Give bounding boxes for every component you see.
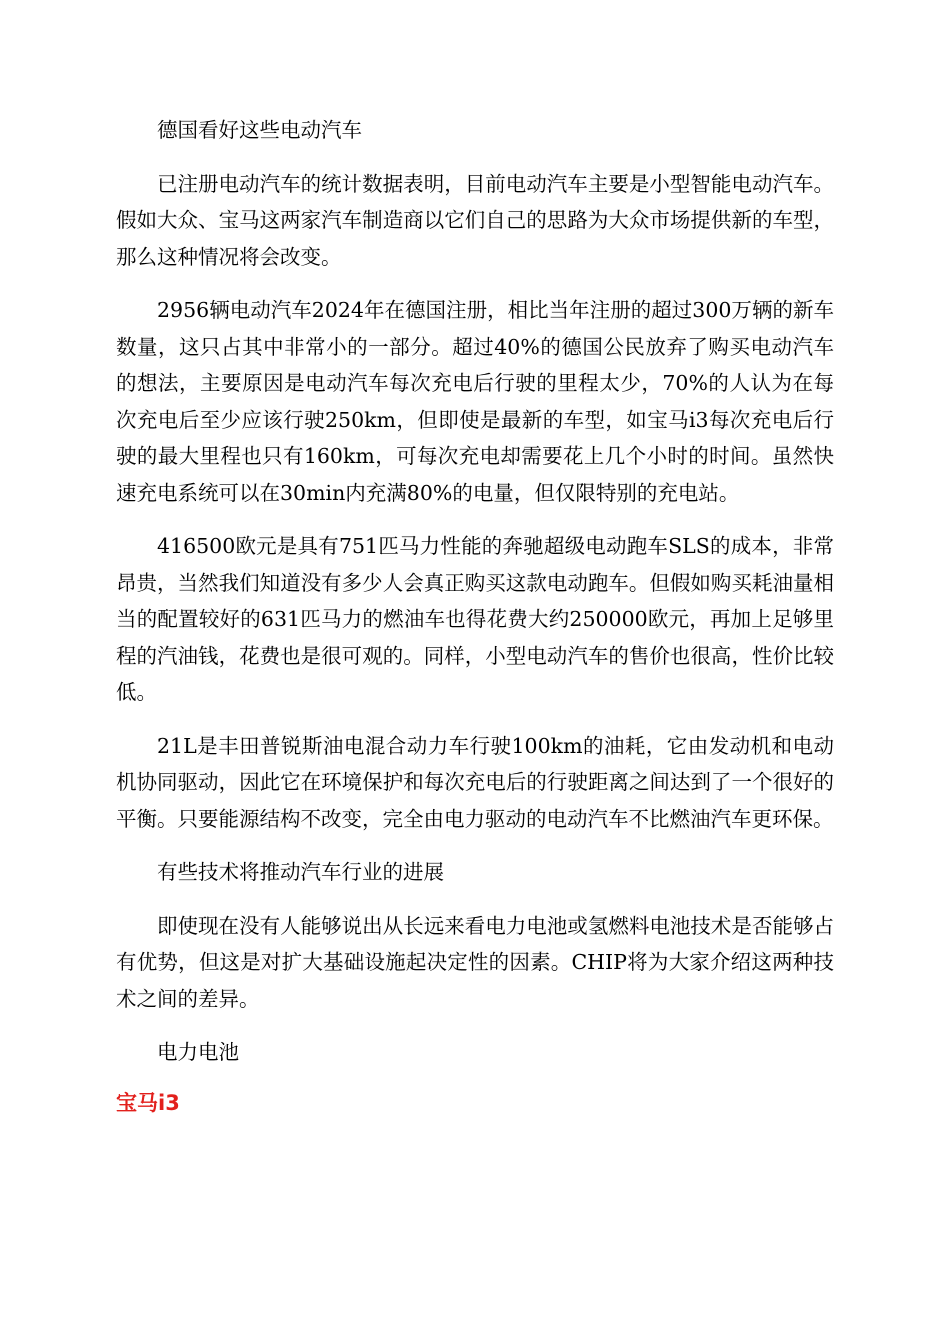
paragraph-germany-registrations: 2956辆电动汽车2024年在德国注册，相比当年注册的超过300万辆的新车数量，这只占其中非常小的一部分。超过40%的德国公民放弃了购买电动汽车的想法，主要原因是电动汽车每次充电后行驶的里程太少，70%的人认为在每次充电后至少应该行驶250km，但即使是最新的车型，如宝马i3每次充电后行驶的最大里程也只有160km，可每次充电却需要花上几个小时的时间。虽然快速充电系统可以在30min内充满80%的电量，但仅限特别的充电站。 — [116, 298, 834, 505]
paragraph-battery-vs-hydrogen: 即使现在没有人能够说出从长远来看电力电池或氢燃料电池技术是否能够占有优势，但这是对扩大基础设施起决定性的因素。CHIP将为大家介绍这两种技术之间的差异。 — [116, 913, 834, 1011]
section-title-technologies: 有些技术将推动汽车行业的进展 — [157, 860, 444, 884]
paragraph-mercedes-sls-cost: 416500欧元是具有751匹马力性能的奔驰超级电动跑车SLS的成本，非常昂贵，当然我们知道没有多少人会真正购买这款电动跑车。但假如购买耗油量相当的配置较好的631匹马力的燃油车也得花费大约250000欧元，再加上足够里程的汽油钱，花费也是很可观的。同样，小型电动汽车的售价也很高，性价比较低。 — [116, 534, 834, 704]
paragraph-registration-stats: 已注册电动汽车的统计数据表明，目前电动汽车主要是小型智能电动汽车。假如大众、宝马这两家汽车制造商以它们自己的思路为大众市场提供新的车型，那么这种情况将会改变。 — [116, 171, 834, 269]
section-title-germany-ev: 德国看好这些电动汽车 — [157, 118, 362, 142]
paragraph-toyota-prius: 21L是丰田普锐斯油电混合动力车行驶100km的油耗，它由发动机和电动机协同驱动，因此它在环境保护和每次充电后的行驶距离之间达到了一个很好的平衡。只要能源结构不改变，完全由电力驱动的电动汽车不比燃油汽车更环保。 — [116, 733, 834, 831]
red-heading-bmw-i3: 宝马i3 — [116, 1090, 180, 1115]
section-title-electric-battery: 电力电池 — [157, 1040, 239, 1064]
